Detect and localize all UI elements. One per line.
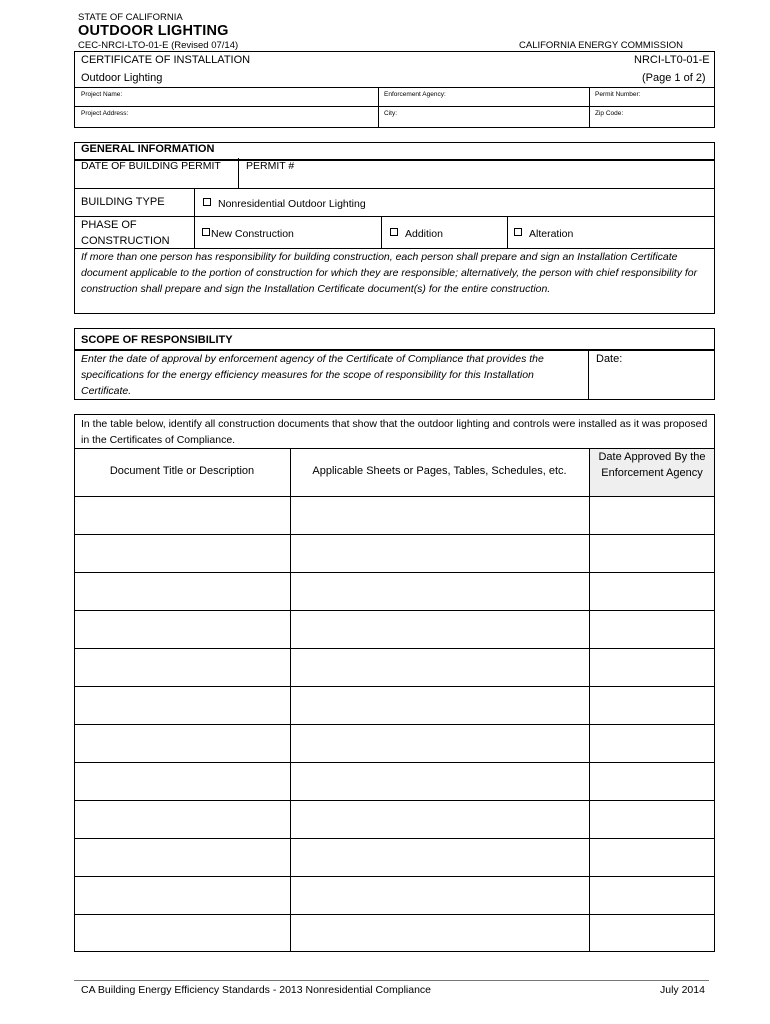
row-divider [74,610,715,611]
form-title: OUTDOOR LIGHTING [78,23,229,39]
scope-date-field[interactable] [626,352,712,397]
divider [588,349,589,400]
table-cell[interactable] [593,878,711,912]
addition-label: Addition [405,228,443,240]
divider [74,216,715,217]
project-name-label: Project Name: [81,91,123,98]
scope-instructions: Enter the date of approval by enforcement agency of the Certificate of Compliance that provides the specifications for the energy efficiency measures for the scope of responsibility for this Installation Certificate. [81,353,544,397]
row-divider [74,572,715,573]
permit-number-field[interactable] [648,88,713,105]
table-cell[interactable] [294,764,585,798]
permit-number-heading: PERMIT # [246,160,295,172]
table-cell[interactable] [78,536,286,570]
row-divider [74,686,715,687]
table-cell[interactable] [593,650,711,684]
column-header-applicable-sheets: Applicable Sheets or Pages, Tables, Schedules, etc. [312,465,567,477]
city-field[interactable] [400,107,587,127]
documents-intro: In the table below, identify all construction documents that show that the outdoor lighting and controls were installed as it was proposed in the Certificates of Compliance. [81,418,708,446]
row-divider [74,724,715,725]
certificate-subtitle: Outdoor Lighting [81,72,163,84]
permit-number-input[interactable] [300,160,710,187]
table-cell[interactable] [78,764,286,798]
table-cell[interactable] [78,878,286,912]
row-divider [74,648,715,649]
column-header-date-approved: Date Approved By the Enforcement Agency [598,451,706,479]
nonresidential-outdoor-lighting-label: Nonresidential Outdoor Lighting [218,198,366,210]
scope-date-label: Date: [596,353,623,365]
state-label: STATE OF CALIFORNIA [78,12,183,23]
scope-of-responsibility-heading: SCOPE OF RESPONSIBILITY [81,334,233,346]
new-construction-label: New Construction [211,228,294,240]
enforcement-agency-label: Enforcement Agency: [384,91,446,98]
row-divider [74,762,715,763]
table-cell[interactable] [593,498,711,532]
page-indicator: (Page 1 of 2) [642,72,706,84]
table-cell[interactable] [294,536,585,570]
project-name-field[interactable] [140,88,376,105]
table-cell[interactable] [294,498,585,532]
divider [507,216,508,248]
building-type-label: BUILDING TYPE [81,196,165,208]
row-divider [74,838,715,839]
table-cell[interactable] [78,612,286,646]
table-cell[interactable] [593,764,711,798]
divider [381,216,382,248]
responsibility-note: If more than one person has responsibility for building construction, each person shall prepare and sign an Installation Certificate document applicable to the portion of construction for which they are responsible; alternatively, the person with chief responsibility for construction shall prepare and sign the Installation Certificate document(s) for the entire construction. [81,251,698,295]
column-header-document-title: Document Title or Description [109,465,255,477]
project-address-label: Project Address: [81,110,129,117]
table-cell[interactable] [593,840,711,874]
table-cell[interactable] [294,612,585,646]
row-divider [74,876,715,877]
table-cell[interactable] [593,916,711,950]
table-cell[interactable] [78,802,286,836]
divider [238,158,239,188]
nonresidential-outdoor-lighting-checkbox[interactable] [203,198,211,206]
certificate-name: CERTIFICATE OF INSTALLATION [81,54,251,66]
row-divider [74,914,715,915]
enforcement-agency-field[interactable] [455,88,587,105]
table-cell[interactable] [593,536,711,570]
table-cell[interactable] [593,726,711,760]
table-cell[interactable] [294,688,585,722]
table-cell[interactable] [294,574,585,608]
divider [194,188,195,248]
table-cell[interactable] [593,574,711,608]
footer-standards: CA Building Energy Efficiency Standards - 2013 Nonresidential Compliance [81,984,432,996]
agency-name: CALIFORNIA ENERGY COMMISSION [519,40,683,51]
table-cell[interactable] [593,612,711,646]
table-cell[interactable] [78,840,286,874]
alteration-checkbox[interactable] [514,228,522,236]
table-cell[interactable] [78,574,286,608]
row-divider [74,800,715,801]
table-cell[interactable] [294,840,585,874]
new-construction-checkbox[interactable] [202,228,210,236]
divider [589,87,590,128]
phase-of-construction-label-line2: CONSTRUCTION [81,235,170,247]
table-cell[interactable] [593,688,711,722]
table-cell[interactable] [294,802,585,836]
table-cell[interactable] [294,726,585,760]
row-divider [74,534,715,535]
date-of-building-permit-field[interactable] [80,174,235,187]
alteration-label: Alteration [529,228,574,240]
table-cell[interactable] [78,650,286,684]
table-cell[interactable] [294,650,585,684]
project-address-field[interactable] [140,107,376,127]
city-label: City: [384,110,397,117]
divider [74,188,715,189]
certificate-form-id: NRCI-LT0-01-E [634,54,710,66]
addition-checkbox[interactable] [390,228,398,236]
divider [378,87,379,128]
table-cell[interactable] [294,916,585,950]
table-cell[interactable] [78,498,286,532]
permit-number-label: Permit Number: [595,91,641,98]
table-cell[interactable] [78,916,286,950]
table-cell[interactable] [78,688,286,722]
date-of-building-permit-label: DATE OF BUILDING PERMIT [81,160,221,172]
zip-code-field[interactable] [628,107,713,127]
form-code: CEC-NRCI-LTO-01-E (Revised 07/14) [78,40,239,51]
footer-rule [74,980,709,981]
divider [74,496,715,497]
phase-of-construction-label-line1: PHASE OF [81,219,137,231]
table-cell[interactable] [294,878,585,912]
table-cell[interactable] [593,802,711,836]
table-cell[interactable] [78,726,286,760]
zip-code-label: Zip Code: [595,110,624,117]
footer-date: July 2014 [660,984,705,996]
general-information-heading: GENERAL INFORMATION [81,143,215,155]
